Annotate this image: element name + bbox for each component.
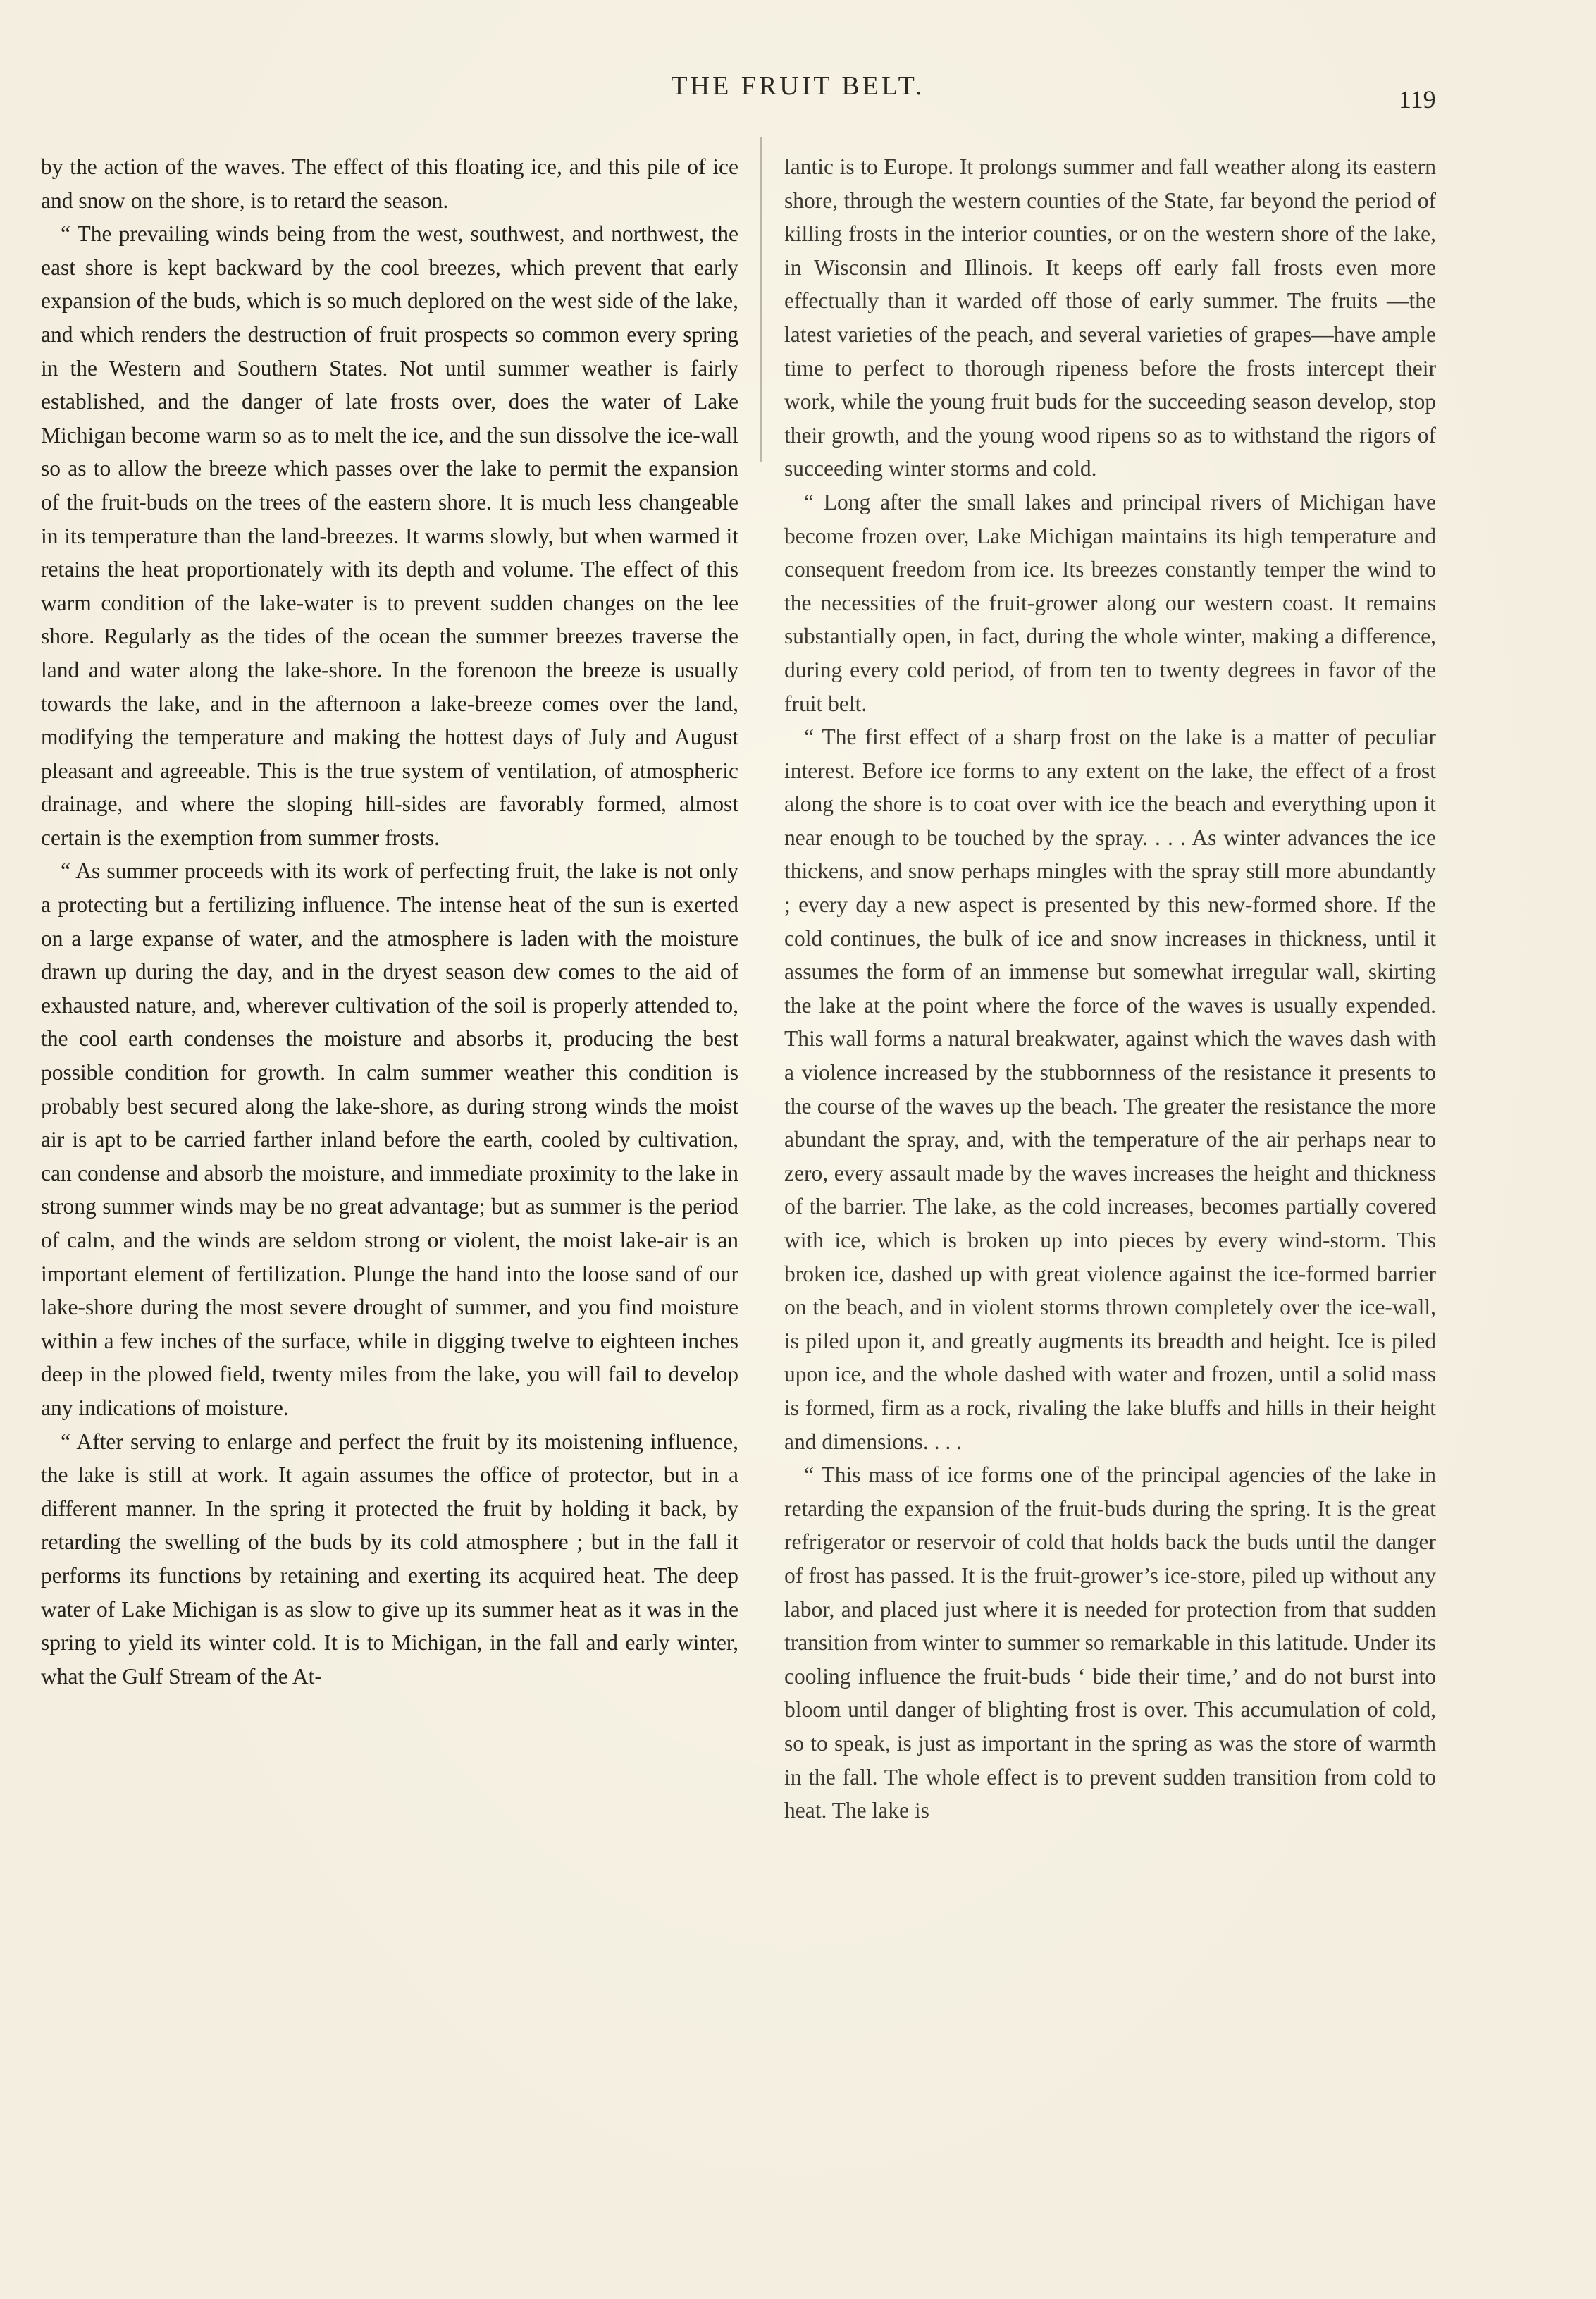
column-divider xyxy=(760,137,762,462)
running-head: THE FRUIT BELT. xyxy=(671,71,925,101)
left-column xyxy=(41,150,738,1693)
paragraph: “ This mass of ice forms one of the principal agencies of the lake in retarding the expansion of the fruit-buds during the spring. It is the great refrigerator or reservoir of cold that holds back the buds until the danger of frost has passed. It is the fruit-grower’s ice-store, piled up without any labor, and placed just where it is needed for protection from that sudden transition from winter to summer so remarkable in this latitude. Under its cooling influence the fruit-buds ‘ bide their time,’ and do not burst into bloom until danger of blighting frost is over. This accumulation of cold, so to speak, is just as important in the spring as was the store of warmth in the fall. The whole effect is to prevent sudden transition from cold to heat. The lake is xyxy=(784,1462,1436,1823)
paragraph: “ The first effect of a sharp frost on the lake is a matter of peculiar interest. Before ice forms to any extent on the lake, the effect of a frost along the shore is to coat over with ice the beach and everything upon it near enough to be touched by the spray. . . . As winter advances the ice thickens, and snow perhaps mingles with the spray still more abundantly ; every day a new aspect is presented by this new-formed shore. If the cold continues, the bulk of ice and snow increases in thickness, until it assumes the form of an immense but somewhat irregular wall, skirting the lake at the point where the force of the waves is usually expended. This wall forms a natural breakwater, against which the waves dash with a violence increased by the stubbornness of the resistance it presents to the course of the waves up the beach. The greater the resistance the more abundant the spray, and, with the temperature of the air perhaps near to zero, every assault made by the waves increases the height and thickness of the barrier. The lake, as the cold increases, becomes partially covered with ice, which is broken up into pieces by every wind-storm. This broken ice, dashed up with great violence against the ice-formed barrier on the beach, and in violent storms thrown completely over the ice-wall, is piled upon it, and greatly augments its breadth and height. Ice is piled upon ice, and the whole dashed with water and frozen, until a solid mass is formed, firm as a rock, rivaling the lake bluffs and hills in their height and dimensions. . . . xyxy=(784,725,1436,1454)
paragraph: “ As summer proceeds with its work of perfecting fruit, the lake is not only a protecting but a fertilizing influence. The intense heat of the sun is exerted on a large expanse of water, and the atmosphere is laden with the moisture drawn up during the day, and in the dryest season dew comes to the aid of exhausted nature, and, wherever cultivation of the soil is properly attended to, the cool earth condenses the moisture and absorbs it, producing the best possible condition for growth. In calm summer weather this condition is probably best secured along the lake-shore, as during strong winds the moist air is apt to be carried farther inland before the earth, cooled by cultivation, can condense and absorb the moisture, and immediate proximity to the lake in strong summer winds may be no great advantage; but as summer is the period of calm, and the winds are seldom strong or violent, the moist lake-air is an important element of fertilization. Plunge the hand into the loose sand of our lake-shore during the most severe drought of summer, and you find moisture within a few inches of the surface, while in digging twelve to eighteen inches deep in the plowed field, twenty miles from the lake, you will fail to develop any indications of moisture. xyxy=(41,858,738,1420)
paragraph: by the action of the waves. The effect of this floating ice, and this pile of ice and snow on the shore, is to retard the season. xyxy=(41,154,738,213)
page-number: 119 xyxy=(1399,85,1436,113)
right-column xyxy=(784,150,1436,1828)
paragraph: lantic is to Europe. It prolongs summer and fall weather along its eastern shore, through the western counties of the State, far beyond the period of killing frosts in the interior counties, or on the western shore of the lake, in Wisconsin and Illinois. It keeps off early fall frosts even more effectually than it warded off those of early summer. The fruits —the latest varieties of the peach, and several varieties of grapes—have ample time to perfect to thorough ripeness before the frosts intercept their work, while the young fruit buds for the succeeding season develop, stop their growth, and the young wood ripens so as to withstand the rigors of succeeding winter storms and cold. xyxy=(784,154,1436,481)
paragraph: “ Long after the small lakes and principal rivers of Michigan have become frozen over, Lake Michigan maintains its high temperature and consequent freedom from ice. Its breezes constantly temper the wind to the necessities of the fruit-grower along our western coast. It remains substantially open, in fact, during the whole winter, making a difference, during every cold period, of from ten to twenty degrees in favor of the fruit belt. xyxy=(784,489,1436,716)
paragraph: “ The prevailing winds being from the west, southwest, and northwest, the east shore is kept backward by the cool breezes, which prevent that early expansion of the buds, which is so much deplored on the west side of the lake, and which renders the destruction of fruit prospects so common every spring in the Western and Southern States. Not until summer weather is fairly established, and the danger of late frosts over, does the water of Lake Michigan become warm so as to melt the ice, and the sun dissolve the ice-wall so as to allow the breeze which passes over the lake to permit the expansion of the fruit-buds on the trees of the eastern shore. It is much less changeable in its temperature than the land-breezes. It warms slowly, but when warmed it retains the heat proportionately with its depth and volume. The effect of this warm condition of the lake-water is to prevent sudden changes on the lee shore. Regularly as the tides of the ocean the summer breezes traverse the land and water along the lake-shore. In the forenoon the breeze is usually towards the lake, and in the afternoon a lake-breeze comes over the land, modifying the temperature and making the hottest days of July and August pleasant and agreeable. This is the true system of ventilation, of atmospheric drainage, and where the sloping hill-sides are favorably formed, almost certain is the exemption from summer frosts. xyxy=(41,221,738,850)
paragraph: “ After serving to enlarge and perfect the fruit by its moistening influence, the lake is still at work. It again assumes the office of protector, but in a different manner. In the spring it protected the fruit by holding it back, by retarding the swelling of the buds by its cold atmosphere ; but in the fall it performs its functions by retaining and exerting its acquired heat. The deep water of Lake Michigan is as slow to give up its summer heat as it was in the spring to yield its winter cold. It is to Michigan, in the fall and early winter, what the Gulf Stream of the At- xyxy=(41,1429,738,1689)
